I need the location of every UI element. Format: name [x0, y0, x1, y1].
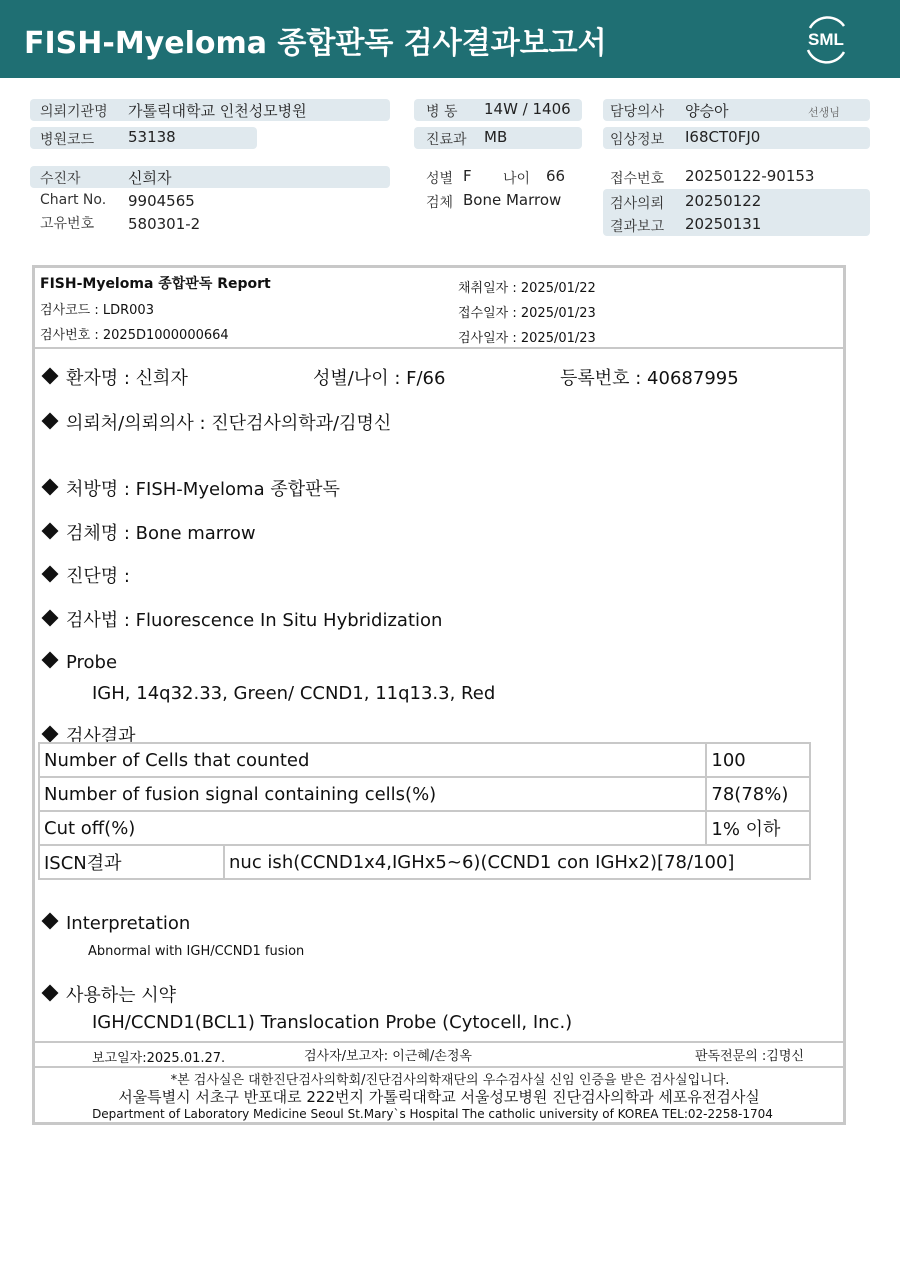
bullet-icon [42, 368, 59, 385]
bullet-icon [42, 523, 59, 540]
unique-no-value: 580301-2 [128, 215, 201, 233]
diagnosis-line: 진단명 : [40, 562, 130, 588]
institution-label: 의뢰기관명 [40, 104, 108, 120]
footer-reporters: 검사자/보고자: 이근혜/손정옥 [304, 1049, 472, 1064]
table-row [39, 811, 810, 845]
footer-dept: Department of Laboratory Medicine Seoul St.Mary`s Hospital The catholic university of KOREA TEL:02-2258-1704 [92, 1107, 773, 1121]
request-date-label: 검사의뢰 [610, 196, 665, 212]
institution-value: 가톨릭대학교 인천성모병원 [128, 102, 307, 120]
department-label: 진료과 [426, 132, 467, 148]
interpretation-text: Abnormal with IGH/CCND1 fusion [88, 944, 305, 959]
report-title: FISH-Myeloma 종합판독 Report [40, 276, 271, 292]
receipt-no-value: 20250122-90153 [685, 167, 815, 185]
result-label: Number of Cells that counted [39, 743, 706, 777]
doctor-value: 양승아 [685, 102, 729, 120]
prescription-line: 처방명 : FISH-Myeloma 종합판독 [40, 475, 340, 501]
receipt-no-label: 접수번호 [610, 171, 665, 187]
specimen-value: Bone Marrow [463, 191, 562, 209]
result-value: 78(78%) [706, 777, 810, 811]
sex-age-line: 성별/나이 : F/66 [313, 368, 446, 389]
iscn-label: ISCN결과 [39, 845, 224, 879]
reg-no-line: 등록번호 : 40687995 [560, 368, 739, 389]
result-label: Cut off(%) [39, 811, 706, 845]
bullet-icon [42, 726, 59, 743]
clinical-info-label: 임상정보 [610, 132, 665, 148]
patient-bar [30, 166, 390, 188]
bullet-icon [42, 652, 59, 669]
result-value: 1% 이하 [706, 811, 810, 845]
patient-value: 신희자 [128, 169, 172, 187]
doctor-suffix: 선생님 [808, 106, 840, 119]
table-row [39, 845, 810, 879]
bullet-icon [42, 413, 59, 430]
probe-heading: Probe [40, 652, 117, 673]
age-label: 나이 [503, 171, 531, 187]
reagent-heading: 사용하는 시약 [40, 981, 176, 1007]
ward-value: 14W / 1406 [484, 100, 571, 118]
test-code: 검사코드 : LDR003 [40, 303, 154, 318]
hospital-code-label: 병원코드 [40, 132, 95, 148]
results-table [38, 742, 811, 880]
clinical-info-value: I68CT0FJ0 [685, 128, 761, 146]
iscn-value: nuc ish(CCND1x4,IGHx5~6)(CCND1 con IGHx2)[78/100] [224, 845, 810, 879]
footer-report-date: 보고일자:2025.01.27. [92, 1051, 226, 1066]
footer-specialist: 판독전문의 :김명신 [695, 1049, 804, 1064]
sex-label: 성별 [426, 171, 454, 187]
interpretation-heading: Interpretation [40, 913, 190, 934]
table-row [39, 743, 810, 777]
collection-date: 채취일자 : 2025/01/22 [458, 281, 596, 296]
bullet-icon [42, 913, 59, 930]
sex-value: F [463, 167, 472, 185]
report-date-value: 20250131 [685, 215, 762, 233]
reagent-text: IGH/CCND1(BCL1) Translocation Probe (Cytocell, Inc.) [92, 1012, 573, 1033]
chart-no-value: 9904565 [128, 192, 195, 210]
method-line: 검사법 : Fluorescence In Situ Hybridization [40, 606, 442, 632]
result-value: 100 [706, 743, 810, 777]
test-date: 검사일자 : 2025/01/23 [458, 331, 596, 346]
patient-name-line: 환자명 : 신희자 [40, 364, 188, 390]
footer-cert: *본 검사실은 대한진단검사의학회/진단검사의학재단의 우수검사실 신임 인증을 받은 검사실입니다. [170, 1073, 730, 1088]
bullet-icon [42, 610, 59, 627]
department-value: MB [484, 128, 508, 146]
results-heading: 검사결과 [40, 722, 136, 748]
logo-text: SML [808, 30, 844, 49]
report-header-divider [34, 347, 844, 349]
footer-address: 서울특별시 서초구 반포대로 222번지 가톨릭대학교 서울성모병원 진단검사의학과 세포유전검사실 [118, 1088, 760, 1106]
bullet-icon [42, 479, 59, 496]
page-title: FISH-Myeloma 종합판독 검사결과보고서 [24, 26, 607, 61]
table-row [39, 777, 810, 811]
ward-label: 병 동 [426, 104, 458, 120]
bullet-icon [42, 985, 59, 1002]
requester-line: 의뢰처/의뢰의사 : 진단검사의학과/김명신 [40, 409, 391, 435]
footer-divider-top [34, 1041, 844, 1043]
patient-label: 수진자 [40, 171, 81, 187]
unique-no-label: 고유번호 [40, 216, 95, 232]
header-bar [0, 0, 900, 78]
age-value: 66 [546, 167, 566, 185]
footer-divider-bottom [34, 1066, 844, 1068]
request-date-value: 20250122 [685, 192, 762, 210]
bullet-icon [42, 566, 59, 583]
receipt-date: 접수일자 : 2025/01/23 [458, 306, 596, 321]
specimen-line: 검체명 : Bone marrow [40, 519, 256, 545]
specimen-label: 검체 [426, 195, 454, 211]
test-no: 검사번호 : 2025D1000000664 [40, 328, 229, 343]
sml-logo-icon [800, 12, 852, 64]
hospital-code-value: 53138 [128, 128, 176, 146]
doctor-label: 담당의사 [610, 104, 665, 120]
chart-no-label: Chart No. [40, 192, 107, 208]
probe-detail: IGH, 14q32.33, Green/ CCND1, 11q13.3, Red [92, 683, 496, 704]
result-label: Number of fusion signal containing cells(%) [39, 777, 706, 811]
report-date-label: 결과보고 [610, 219, 665, 235]
